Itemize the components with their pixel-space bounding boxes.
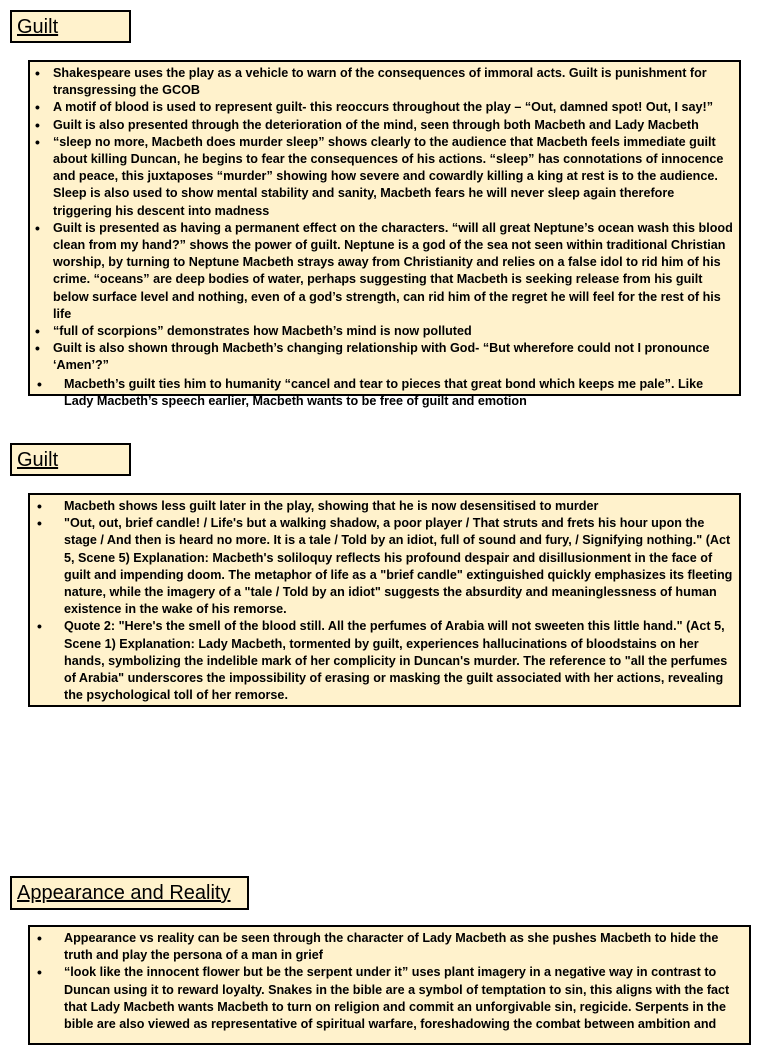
- section-title-guilt-1: [10, 10, 131, 43]
- bullet-item: • Macbeth shows less guilt later in the play, showing that he is now desensitised to murder: [34, 498, 733, 515]
- section-title-text: Guilt: [17, 16, 59, 38]
- bullet-item: • “sleep no more, Macbeth does murder sleep” shows clearly to the audience that Macbeth feels immediate guilt about killing Duncan, he begins to fear the consequences of his actions. “sleep” has connotations of innocence and peace, this juxtaposes “murder” showing how severe and cowardly killing a king at rest is to the audience. Sleep is also used to show mental stability and sanity, Macbeth fears he will never sleep again therefore triggering his descent into madness: [34, 134, 733, 220]
- bullet-list: [34, 930, 743, 1033]
- bullet-item: • Appearance vs reality can be seen through the character of Lady Macbeth as she pushes Macbeth to hide the truth and play the persona of a man in grief: [34, 930, 743, 964]
- bullet-list: [34, 498, 733, 704]
- notes-box-guilt-1: [28, 60, 741, 408]
- bullet-item: • "Out, out, brief candle! / Life's but a walking shadow, a poor player / That struts and frets his hour upon the stage / And then is heard no more. It is a tale / Told by an idiot, full of sound and fury, / Signifying nothing." (Act 5, Scene 5) Explanation: Macbeth's soliloquy reflects his profound despair and disillusionment in the face of guilt and impending doom. The metaphor of life as a "brief candle" extinguished quickly emphasizes its fleeting nature, while the imagery of a "tale / Told by an idiot" suggests the absurdity and meaninglessness of human existence in the wake of his remorse.: [34, 515, 733, 618]
- notes-box-appearance-reality: [28, 925, 751, 1045]
- bullet-item: • Macbeth’s guilt ties him to humanity “cancel and tear to pieces that great bond which keeps me pale”. Like Lady Macbeth’s speech earlier, Macbeth wants to be free of guilt and emotion: [34, 376, 733, 410]
- section-title-guilt-2: [10, 443, 131, 476]
- section-title-appearance-reality: [10, 876, 249, 910]
- bullet-item: • Quote 2: "Here's the smell of the blood still. All the perfumes of Arabia will not sweeten this little hand." (Act 5, Scene 1) Explanation: Lady Macbeth, tormented by guilt, experiences hallucinations of bloodstains on her hands, symbolizing the indelible mark of her complicity in Duncan's murder. The reference to "all the perfumes of Arabia" underscores the impossibility of erasing or masking the guilt associated with her actions, revealing the psychological toll of her remorse.: [34, 618, 733, 704]
- bullet-item: • “look like the innocent flower but be the serpent under it” uses plant imagery in a negative way in contrast to Duncan using it to reward loyalty. Snakes in the bible are a symbol of temptation to sin, this aligns with the fact that Lady Macbeth wants Macbeth to turn on religion and commit an unforgivable sin, regicide. Serpents in the bible are also viewed as representative of spiritual warfare, foreshadowing the combat between ambition and: [34, 964, 743, 1033]
- bullet-item: • Guilt is presented as having a permanent effect on the characters. “will all great Neptune’s ocean wash this blood clean from my hand?” shows the power of guilt. Neptune is a god of the sea not seen within traditional Christian worship, by turning to Neptune Macbeth strays away from Christianity and relies on a false idol to rid him of his crime. “oceans” are deep bodies of water, perhaps suggesting that Macbeth is seeking release from his guilt below surface level and nothing, even of a god’s strength, can rid him of the regret he will feel for the rest of his life: [34, 220, 733, 323]
- bullet-item: • Guilt is also shown through Macbeth’s changing relationship with God- “But wherefore could not I pronounce ‘Amen’?”: [34, 340, 733, 374]
- bullet-item: • Guilt is also presented through the deterioration of the mind, seen through both Macbeth and Lady Macbeth: [34, 117, 733, 134]
- bullet-item: • “full of scorpions” demonstrates how Macbeth’s mind is now polluted: [34, 323, 733, 340]
- bullet-item: • A motif of blood is used to represent guilt- this reoccurs throughout the play – “Out, damned spot! Out, I say!”: [34, 99, 733, 116]
- bullet-item: • Shakespeare uses the play as a vehicle to warn of the consequences of immoral acts. Guilt is punishment for transgressing the GCOB: [34, 65, 733, 99]
- section-title-text: Appearance and Reality: [17, 882, 231, 904]
- notes-box-guilt-2: [28, 493, 741, 707]
- bullet-list: [34, 65, 733, 410]
- section-title-text: Guilt: [17, 449, 59, 471]
